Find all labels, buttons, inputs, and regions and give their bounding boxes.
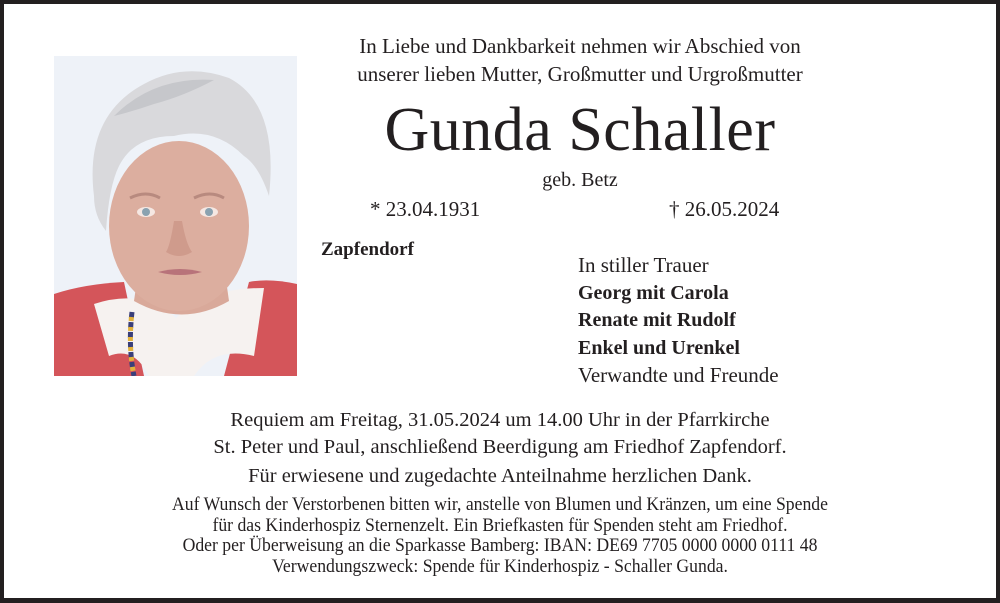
portrait-photo (54, 56, 297, 376)
mourner-name: Renate mit Rudolf (578, 309, 736, 331)
thanks-text: Für erwiesene und zugedachte Anteilnahme herzlichen Dank. (248, 465, 752, 487)
donation-line: Oder per Überweisung an die Sparkasse Bamberg: IBAN: DE69 7705 0000 0000 0111 48 (182, 535, 818, 556)
mourners-heading: In stiller Trauer (578, 253, 709, 277)
mourner-name: Georg mit Carola (578, 281, 729, 304)
mourners-list (578, 252, 779, 390)
intro-text (300, 32, 860, 88)
birth-date: * 23.04.1931 (370, 197, 481, 221)
obituary-card (4, 4, 996, 598)
deceased-name: Gunda Schaller (384, 96, 776, 164)
donation-line: Verwendungszweck: Spende für Kinderhospiz - Schaller Gunda. (272, 555, 728, 577)
place-of-residence: Zapfendorf (321, 239, 414, 260)
mourner-name: Enkel und Urenkel (578, 336, 740, 359)
donation-line: für das Kinderhospiz Sternenzelt. Ein Briefkasten für Spenden steht am Friedhof. (212, 514, 788, 536)
service-line: St. Peter und Paul, anschließend Beerdigung am Friedhof Zapfendorf. (213, 436, 787, 458)
portrait-image (54, 56, 297, 376)
mourners-closing: Verwandte und Freunde (578, 363, 779, 387)
service-details (4, 407, 996, 461)
death-date: † 26.05.2024 (669, 197, 780, 221)
donation-line: Auf Wunsch der Verstorbenen bitten wir, anstelle von Blumen und Kränzen, um eine Spende (172, 494, 828, 515)
intro-line: In Liebe und Dankbarkeit nehmen wir Abschied von (359, 34, 801, 58)
maiden-name: geb. Betz (542, 169, 618, 191)
service-line: Requiem am Freitag, 31.05.2024 um 14.00 Uhr in der Pfarrkirche (230, 409, 770, 431)
intro-line: unserer lieben Mutter, Großmutter und Urgroßmutter (357, 62, 803, 86)
donation-request (39, 495, 962, 577)
